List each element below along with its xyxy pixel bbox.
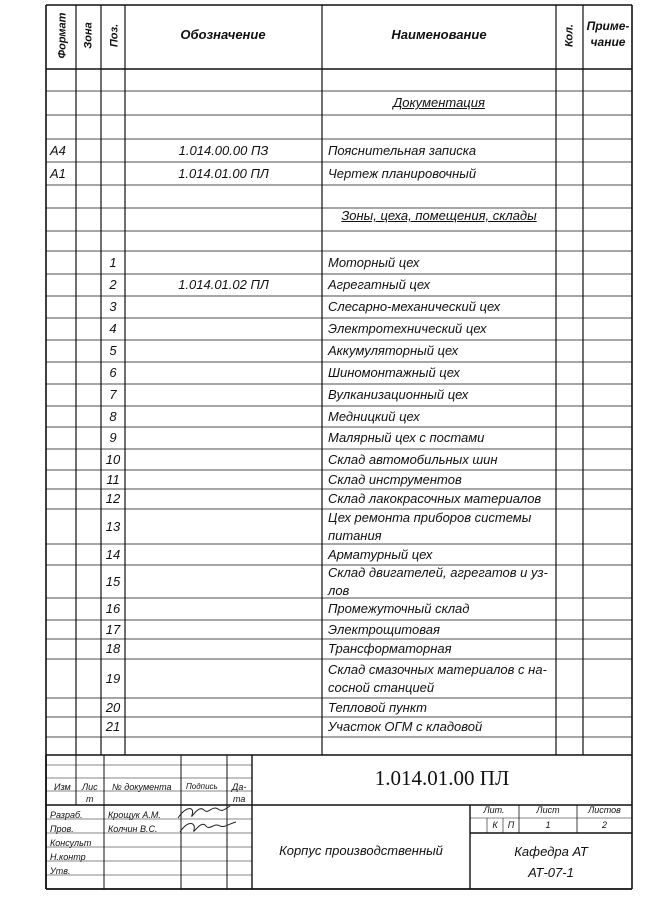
stamp-lit-p: П xyxy=(507,820,515,830)
row-name: Трансформаторная xyxy=(328,641,452,656)
stamp-org-2: АТ-07-1 xyxy=(528,865,574,880)
row-pos: 9 xyxy=(109,430,117,445)
row-name: Участок ОГМ с кладовой xyxy=(328,719,483,734)
stamp-razrab: Разраб. xyxy=(50,810,83,820)
row-name: Агрегатный цех xyxy=(328,277,431,292)
row-name-cont: лов xyxy=(328,582,350,598)
signature-scribble xyxy=(178,806,230,818)
row-format: А1 xyxy=(50,166,66,181)
stamp-org-1: Кафедра АТ xyxy=(514,844,588,859)
row-pos: 8 xyxy=(109,408,117,424)
row-pos: 4 xyxy=(109,321,117,336)
row-format: А4 xyxy=(50,143,66,158)
header-name: Наименование xyxy=(391,27,487,42)
row-pos: 15 xyxy=(105,573,121,589)
header-zone: Зона xyxy=(82,22,95,49)
row-pos: 10 xyxy=(105,451,121,467)
row-name: Шиномонтажный цех xyxy=(328,365,460,380)
row-pos: 3 xyxy=(109,299,117,314)
row-name: Медницкий цех xyxy=(328,408,420,424)
stamp-signature: Подпись xyxy=(186,782,218,791)
stamp-razrab-name: Крощук А.М. xyxy=(108,810,161,820)
row-designation: 1.014.01.02 ПЛ xyxy=(178,277,269,292)
header-format: Формат xyxy=(56,12,69,59)
row-name: Склад автомобильных шин xyxy=(328,451,498,467)
row-name-cont: сосной станцией xyxy=(328,679,435,695)
stamp-nkontr: Н.контр xyxy=(50,852,86,862)
row-name: Склад инструментов xyxy=(328,471,462,487)
header-qty: Кол. xyxy=(563,24,576,47)
row-name: Цех ремонта приборов системы xyxy=(328,509,532,525)
row-name: Вулканизационный цех xyxy=(328,387,469,402)
row-name: Электротехнический цех xyxy=(328,321,487,336)
stamp-utv: Утв. xyxy=(50,866,71,876)
row-pos: 6 xyxy=(109,365,117,380)
row-name: Малярный цех с постами xyxy=(328,430,485,445)
row-name: Промежуточный склад xyxy=(328,601,470,616)
row-name: Арматурный цех xyxy=(328,546,433,562)
stamp-listov-label: Листов xyxy=(588,805,621,815)
row-pos: 16 xyxy=(105,601,121,616)
row-pos: 17 xyxy=(105,621,121,637)
stamp-code: 1.014.01.00 ПЛ xyxy=(374,766,510,790)
row-pos: 21 xyxy=(105,719,121,734)
stamp-lit-label: Лит. xyxy=(483,805,505,815)
stamp-date-1: Да- xyxy=(232,782,247,792)
row-pos: 13 xyxy=(105,518,121,534)
stamp-listov-value: 2 xyxy=(601,820,607,830)
stamp-prov-name: Колчин В.С. xyxy=(108,824,158,834)
stamp-list-label: Лист xyxy=(536,805,560,815)
stamp-list-1: Лис xyxy=(82,782,98,792)
stamp-title: Корпус производственный xyxy=(279,843,443,858)
row-designation: 1.014.01.00 ПЛ xyxy=(178,166,269,181)
row-name-cont: питания xyxy=(328,527,382,543)
row-pos: 7 xyxy=(109,387,117,402)
row-pos: 12 xyxy=(105,491,121,506)
row-name: Пояснительная записка xyxy=(328,143,477,158)
row-name: Электрощитовая xyxy=(328,621,440,637)
header-note-1: Приме- xyxy=(586,19,630,33)
row-pos: 20 xyxy=(105,699,121,715)
stamp-list-2: т xyxy=(86,794,94,804)
row-name: Аккумуляторный цех xyxy=(328,343,459,358)
row-name: Моторный цех xyxy=(328,254,420,270)
row-name: Чертеж планировочный xyxy=(328,166,477,181)
stamp-konsult: Консульт xyxy=(50,838,92,848)
row-name: Склад двигателей, агрегатов и уз- xyxy=(328,564,548,580)
row-pos: 1 xyxy=(109,254,117,270)
header-designation: Обозначение xyxy=(180,27,266,42)
row-name: Слесарно-механический цех xyxy=(328,299,501,314)
row-section-title: Зоны, цеха, помещения, склады xyxy=(341,208,537,223)
stamp-date-2: та xyxy=(233,794,246,804)
row-pos: 14 xyxy=(105,546,121,562)
stamp-list-value: 1 xyxy=(545,820,551,830)
signature-scribble xyxy=(180,822,236,832)
stamp-lit-k: К xyxy=(492,820,498,830)
row-name: Склад лакокрасочных материалов xyxy=(328,491,542,506)
row-pos: 11 xyxy=(106,471,120,487)
row-pos: 19 xyxy=(105,670,121,686)
stamp-docno: № документа xyxy=(112,782,172,792)
row-designation: 1.014.00.00 ПЗ xyxy=(178,143,269,158)
stamp-prov: Пров. xyxy=(50,824,74,834)
row-pos: 5 xyxy=(109,343,117,358)
row-pos: 18 xyxy=(105,641,121,656)
row-name: Склад смазочных материалов с на- xyxy=(328,661,547,677)
header-pos: Поз. xyxy=(108,23,121,48)
header-note-2: чание xyxy=(590,35,626,49)
row-name: Тепловой пункт xyxy=(328,699,427,715)
row-section-title: Документация xyxy=(393,95,485,110)
row-pos: 2 xyxy=(109,277,117,292)
stamp-izm: Изм xyxy=(54,782,71,792)
